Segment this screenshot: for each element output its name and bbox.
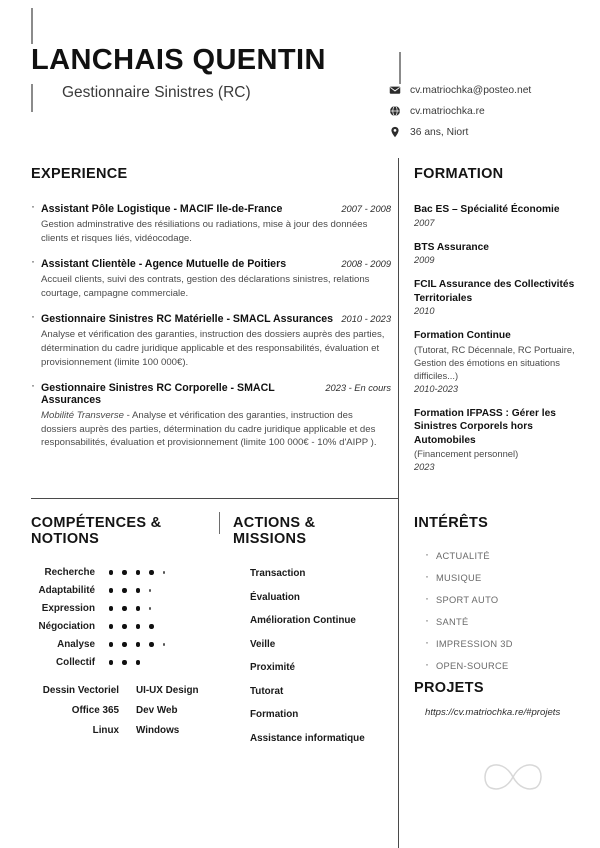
formation-section bbox=[414, 166, 586, 472]
rating-dot-filled bbox=[136, 606, 140, 610]
rated-skill-row bbox=[31, 639, 211, 650]
contact-text: cv.matriochka.re bbox=[410, 105, 485, 117]
experience-role: · Gestionnaire Sinistres RC Matérielle - SMACL Assurances bbox=[41, 313, 334, 326]
rating-dot-filled bbox=[122, 642, 126, 646]
experience-header bbox=[41, 258, 391, 270]
interets-section bbox=[414, 515, 589, 671]
formation-year: 2010-2023 bbox=[414, 383, 458, 394]
interet-item: · SPORT AUTO bbox=[425, 595, 589, 605]
rated-skill-row bbox=[31, 657, 211, 668]
rated-skill-row bbox=[31, 621, 211, 632]
lower-column-divider bbox=[219, 512, 220, 534]
experience-description-text: - Analyse et vérification des garanties, instruction des dossiers auprès des parties, détermination du cadre juridique applicable et des responsabilités, évaluation et provisionnement (limite 100 000€ - 10% d'AIPP ). bbox=[41, 410, 377, 449]
experience-date: 2010 - 2023 bbox=[341, 314, 391, 325]
experience-description bbox=[41, 409, 391, 450]
action-item: Transaction bbox=[250, 568, 306, 579]
formation-item bbox=[414, 407, 586, 473]
formation-item bbox=[414, 241, 586, 266]
interet-item: · SANTÉ bbox=[425, 617, 589, 627]
contact-list bbox=[389, 84, 531, 138]
rating-dots bbox=[109, 642, 165, 646]
contact-text: 36 ans, Niort bbox=[410, 126, 469, 138]
formation-title: Bac ES – Spécialité Économie bbox=[414, 204, 560, 215]
rating-dot-filled bbox=[122, 660, 126, 664]
rating-dot-partial bbox=[149, 607, 151, 609]
infinity-logo bbox=[478, 758, 548, 801]
experience-description-text: Accueil clients, suivi des contrats, gestion des déclarations sinistres, relations courtage, campagne commerciale. bbox=[41, 274, 370, 299]
rating-dot-filled bbox=[122, 570, 126, 574]
rating-dot-filled bbox=[109, 642, 113, 646]
page-title: LANCHAIS QUENTIN bbox=[31, 44, 326, 76]
rating-dot-filled bbox=[149, 642, 153, 646]
formation-item bbox=[414, 278, 586, 316]
experience-item bbox=[31, 203, 391, 245]
skill-item: Windows bbox=[136, 725, 180, 736]
projets-section bbox=[414, 680, 589, 718]
rating-dot-filled bbox=[136, 642, 140, 646]
job-title: Gestionnaire Sinistres (RC) bbox=[62, 84, 251, 101]
experience-header bbox=[41, 313, 391, 325]
contact-row bbox=[389, 105, 531, 117]
rated-skill-list bbox=[31, 567, 211, 668]
experience-item bbox=[31, 382, 391, 450]
rated-skill-label: Recherche bbox=[44, 567, 95, 578]
action-item: Proximité bbox=[250, 662, 296, 673]
experience-header bbox=[41, 203, 391, 215]
skill-item: Linux bbox=[92, 725, 119, 736]
skill-grid bbox=[31, 685, 211, 736]
competences-heading: COMPÉTENCES & NOTIONS bbox=[31, 515, 162, 547]
experience-description-text: Gestion adminstrative des résiliations ou radiations, mise à jour des données clients et risques liés, vidéocodage. bbox=[41, 219, 368, 244]
experience-item bbox=[31, 258, 391, 300]
rated-skill-label: Adaptabilité bbox=[38, 585, 95, 596]
experience-item bbox=[31, 313, 391, 369]
contact-row bbox=[389, 84, 531, 96]
rating-dot-filled bbox=[122, 606, 126, 610]
accent-bar-name-bottom bbox=[31, 84, 33, 112]
projets-link[interactable]: https://cv.matriochka.re/#projets bbox=[425, 707, 561, 718]
formation-heading: FORMATION bbox=[414, 166, 504, 182]
experience-heading: EXPERIENCE bbox=[31, 166, 128, 182]
rated-skill-label: Négociation bbox=[38, 621, 95, 632]
interets-heading: INTÉRÊTS bbox=[414, 515, 489, 531]
accent-bar-contact bbox=[399, 52, 401, 84]
rating-dots bbox=[109, 588, 151, 592]
actions-heading: ACTIONS & MISSIONS bbox=[233, 515, 316, 547]
experience-header bbox=[41, 382, 391, 406]
contact-row bbox=[389, 126, 531, 138]
experience-description bbox=[41, 328, 391, 369]
rated-skill-label: Analyse bbox=[57, 639, 95, 650]
column-divider bbox=[398, 158, 399, 848]
rating-dot-filled bbox=[136, 624, 140, 628]
actions-section bbox=[233, 515, 393, 744]
rating-dot-filled bbox=[149, 624, 153, 628]
rating-dots bbox=[109, 570, 165, 574]
experience-description-emphasis: Mobilité Transverse bbox=[41, 410, 124, 422]
location-pin-icon bbox=[389, 126, 401, 138]
rated-skill-label: Expression bbox=[41, 603, 95, 614]
accent-bar-name-top bbox=[31, 8, 33, 44]
rating-dot-filled bbox=[136, 588, 140, 592]
rating-dot-filled bbox=[109, 606, 113, 610]
rating-dot-partial bbox=[163, 571, 165, 573]
rating-dots bbox=[109, 660, 140, 664]
experience-description-text: Analyse et vérification des garanties, instruction des dossiers auprès des parties, détermination du cadre juridique applicable et des responsabilités, évaluation et provisionnement (limite 100 000€). bbox=[41, 329, 385, 368]
skill-item: Dev Web bbox=[136, 705, 178, 716]
actions-list bbox=[233, 568, 393, 744]
formation-year: 2010 bbox=[414, 306, 435, 317]
experience-date: 2007 - 2008 bbox=[341, 204, 391, 214]
rating-dot-partial bbox=[149, 589, 151, 591]
rating-dots bbox=[109, 624, 154, 628]
horizontal-divider bbox=[31, 498, 398, 499]
globe-icon bbox=[389, 105, 401, 117]
action-item: Veille bbox=[250, 638, 276, 650]
rated-skill-label: Collectif bbox=[56, 657, 95, 668]
rating-dot-partial bbox=[163, 643, 165, 645]
rating-dot-filled bbox=[122, 624, 126, 628]
experience-section bbox=[31, 166, 391, 450]
action-item: Amélioration Continue bbox=[250, 615, 356, 626]
formation-item bbox=[414, 329, 586, 393]
rating-dot-filled bbox=[109, 588, 113, 592]
experience-description bbox=[41, 218, 391, 245]
projets-heading: PROJETS bbox=[414, 680, 484, 696]
rating-dot-filled bbox=[149, 570, 153, 574]
formation-title: FCIL Assurance des Collectivités Territoriales bbox=[414, 279, 575, 304]
action-item: Tutorat bbox=[250, 685, 284, 697]
interet-item: · IMPRESSION 3D bbox=[425, 639, 589, 649]
rated-skill-row bbox=[31, 585, 211, 596]
interet-item: · OPEN-SOURCE bbox=[425, 661, 589, 671]
formation-note: (Tutorat, RC Décennale, RC Portuaire, Gestion des émotions en situations difficiles...) bbox=[414, 343, 575, 381]
formation-title: BTS Assurance bbox=[414, 241, 489, 253]
formation-list bbox=[414, 203, 586, 472]
contact-text: cv.matriochka@posteo.net bbox=[410, 84, 532, 96]
rated-skill-row bbox=[31, 603, 211, 614]
experience-date: 2023 - En cours bbox=[325, 383, 391, 394]
action-item: Assistance informatique bbox=[250, 732, 365, 744]
formation-year: 2007 bbox=[414, 217, 435, 228]
formation-item bbox=[414, 203, 586, 228]
skill-item: UI-UX Design bbox=[136, 685, 199, 696]
experience-role: · Assistant Clientèle - Agence Mutuelle de Poitiers bbox=[41, 258, 287, 271]
experience-role: · Gestionnaire Sinistres RC Corporelle - SMACL Assurances bbox=[41, 382, 275, 407]
rating-dots bbox=[109, 606, 151, 610]
formation-note: (Financement personnel) bbox=[414, 448, 519, 460]
experience-date: 2008 - 2009 bbox=[341, 259, 391, 270]
envelope-icon bbox=[389, 84, 401, 96]
rating-dot-filled bbox=[136, 570, 140, 574]
formation-title: Formation Continue bbox=[414, 330, 511, 342]
rating-dot-filled bbox=[136, 660, 140, 664]
experience-description bbox=[41, 273, 391, 300]
formation-year: 2009 bbox=[414, 255, 435, 266]
formation-title: Formation IFPASS : Gérer les Sinistres Corporels hors Automobiles bbox=[414, 407, 556, 446]
rated-skill-row bbox=[31, 567, 211, 578]
action-item: Formation bbox=[250, 709, 299, 720]
experience-role: · Assistant Pôle Logistique - MACIF Ile-de-France bbox=[41, 203, 283, 215]
action-item: Évaluation bbox=[250, 591, 300, 603]
skill-item: Office 365 bbox=[71, 705, 119, 716]
rating-dot-filled bbox=[109, 570, 113, 574]
interets-list bbox=[414, 551, 589, 671]
competences-section bbox=[31, 515, 211, 736]
rating-dot-filled bbox=[109, 660, 113, 664]
interet-item: · MUSIQUE bbox=[425, 573, 589, 583]
formation-year: 2023 bbox=[414, 462, 435, 473]
skill-item: Dessin Vectoriel bbox=[42, 685, 119, 696]
rating-dot-filled bbox=[109, 624, 113, 628]
rating-dot-filled bbox=[122, 588, 126, 592]
interet-item: · ACTUALITÉ bbox=[425, 551, 589, 561]
experience-list bbox=[31, 203, 391, 450]
